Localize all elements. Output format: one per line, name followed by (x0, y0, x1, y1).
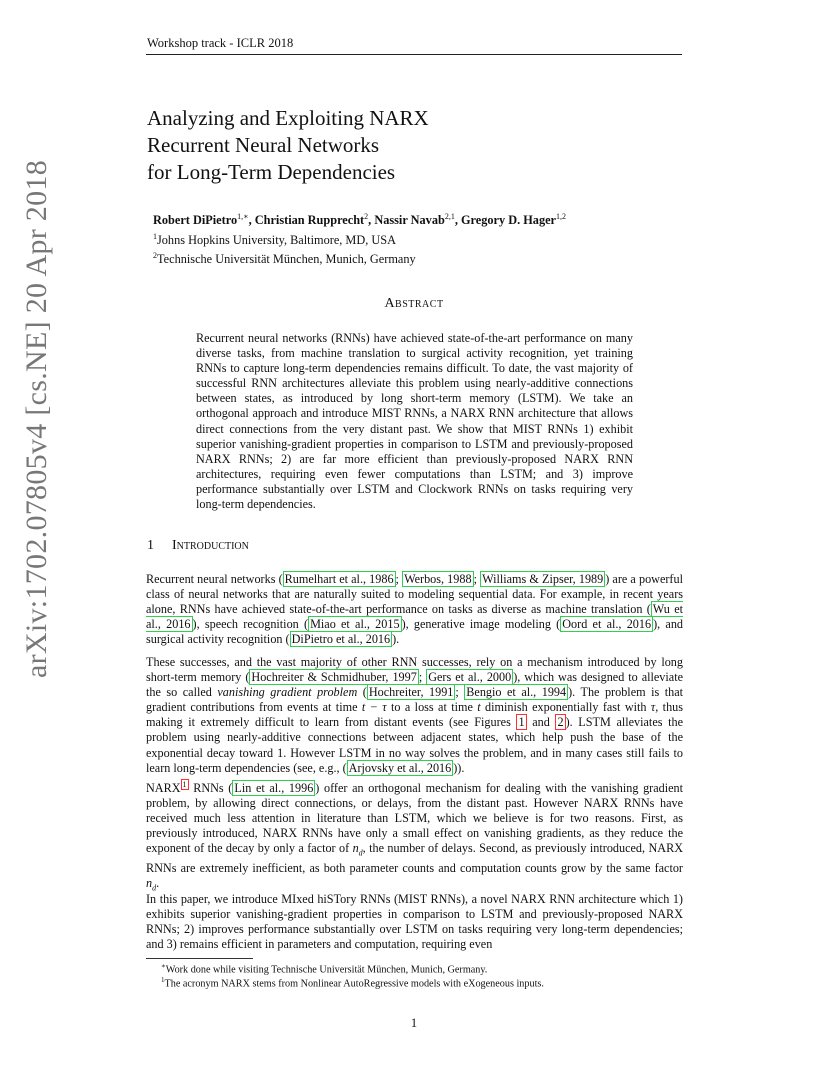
affiliation (153, 229, 713, 249)
section-title: Introduction (172, 538, 249, 553)
author-sup: 2 (364, 212, 369, 221)
citation-link[interactable]: Wu et al., 2016 (146, 602, 683, 632)
text-run: ). LSTM alleviates the problem using nearly-additive connections between adjacent states, which help push the base of the exponential decay toward 1. However LSTM in no way solves the problem, and in many cases still fails to learn long-term dependencies (see, e.g., ( (146, 715, 683, 775)
paper-title (147, 105, 687, 186)
figure-ref-link[interactable]: 1 (518, 715, 525, 730)
section-number: 1 (147, 538, 154, 553)
text-run: NARX (146, 781, 181, 795)
affiliation (153, 248, 713, 268)
text-run: )). (453, 760, 465, 775)
footnote (161, 962, 487, 975)
text-run: ; (395, 572, 403, 586)
text-run: ) are a powerful class of neural networks that are naturally suited to modeling sequential data. For example, in recent years alone, RNNs have achieved state-of-the-art performance on tasks as diverse as machine translation ( (146, 572, 683, 617)
abstract-heading-text: Abstract (384, 296, 444, 311)
text-run: ), and surgical activity recognition ( (146, 617, 684, 647)
citation-link[interactable]: Hochreiter, 1991 (368, 685, 454, 700)
text-run: ). (392, 632, 400, 647)
paragraph-2 (146, 655, 683, 776)
text-run: Recurrent neural networks ( (146, 572, 283, 586)
math-expression: t − τ (361, 700, 387, 715)
text-run: , thus making it extremely difficult to learn from distant events (see Figures (146, 700, 684, 730)
author-sup: 1,∗ (237, 212, 249, 221)
text-run: ), generative image modeling ( (401, 617, 561, 632)
arxiv-stamp: arXiv:1702.07805v4 [cs.NE] 20 Apr 2018 (20, 159, 53, 678)
page-number: 1 (410, 1016, 418, 1030)
text-run: ). The problem is that gradient contributions from events at time (146, 685, 684, 715)
emphasis-text: vanishing gradient problem (217, 685, 358, 700)
math-expression (146, 876, 157, 893)
text-run: RNNs ( (188, 781, 233, 795)
abstract-body: Recurrent neural networks (RNNs) have achieved state-of-the-art performance on many diverse tasks, from machine translation to surgical activity recognition, yet training RNNs to capture long-term dependencies remains difficult. To date, the vast majority of successful RNN architectures alleviate this problem using nearly-additive connections between states, as introduced by long short-term memory (LSTM). We take an orthogonal approach and introduce MIST RNNs, a NARX RNN architecture that allows direct connections from the very distant past. We show that MIST RNNs 1) exhibit superior vanishing-gradient properties in comparison to LSTM and previously-proposed NARX RNNs; 2) are far more efficient than previously-proposed NARX RNN architectures, requiring even fewer computations than LSTM; and 3) improve performance substantially over LSTM and Clockwork RNNs on tasks requiring very long-term dependencies. (196, 331, 633, 512)
text-run: ; (473, 572, 481, 586)
text-run: ( (357, 685, 367, 700)
footnote-mark: ∗ (161, 962, 166, 970)
citation-link[interactable]: Werbos, 1988 (404, 572, 472, 586)
text-run: . (156, 876, 160, 890)
author-sup: 2,1 (444, 212, 455, 221)
paragraph-1 (146, 572, 683, 647)
paragraph-4: In this paper, we introduce MIxed hiSTory RNNs (MIST RNNs), a novel NARX RNN architecture which 1) exhibits superior vanishing-gradient properties in comparison to LSTM and previously-proposed NARX RNNs; 2) improves performance substantially over LSTM on tasks requiring very long-term dependencies; and 3) remains efficient in parameters and computation, requiring even (146, 892, 683, 952)
math-symbol: n (146, 876, 153, 890)
text-run: , the number of delays. Second, as previously introduced, NARX RNNs are extremely inefficient, as both parameter counts and computation counts grow by the same factor (146, 841, 684, 875)
section-heading (147, 538, 249, 554)
author-name: Nassir Navab (374, 213, 445, 228)
author-name: Christian Rupprecht (254, 213, 365, 228)
citation-link[interactable]: Williams & Zipser, 1989 (482, 572, 604, 586)
footnote-mark: 1 (161, 976, 165, 984)
math-expression: τ (650, 700, 656, 715)
paragraph-3 (146, 781, 683, 896)
text-run: ), speech recognition ( (192, 617, 309, 632)
text-run: ) offer an orthogonal mechanism for dealing with the vanishing gradient problem, by allowing direct connections, or delays, from the distant past. However NARX RNNs have received much less attention in literature than LSTM, which we believe is for two reasons. First, as previously introduced, NARX RNNs have only a small effect on vanishing gradients, as they reduce the exponent of the decay by only a factor of (146, 781, 684, 856)
citation-link[interactable]: DiPietro et al., 2016 (291, 632, 391, 647)
citation-link[interactable]: Hochreiter & Schmidhuber, 1997 (251, 670, 417, 685)
title-line-3: for Long-Term Dependencies (147, 160, 396, 184)
author-name: Robert DiPietro (153, 213, 238, 228)
author-names: Robert DiPietro$^{1,∗}$, Christian Rupprecht$^2$, Nassir Navab$^{2,1}$, Gregory D. Hager$^{1,2}$ (153, 212, 567, 228)
text-run: These successes, and the vast majority of other RNN successes, rely on a mechanism introduced by long short-term memory ( (146, 655, 683, 685)
footnote (161, 976, 544, 989)
citation-link[interactable]: Lin et al., 1996 (234, 781, 314, 795)
title-line-2: Recurrent Neural Networks (147, 133, 380, 157)
affiliation-text: Johns Hopkins University, Baltimore, MD, USA (157, 232, 396, 247)
header-rule (146, 54, 682, 55)
citation-link[interactable]: Rumelhart et al., 1986 (284, 572, 394, 586)
title-line-1: Analyzing and Exploiting NARX (147, 106, 429, 130)
figure-ref-link[interactable]: 2 (557, 715, 564, 730)
citation-link[interactable]: Miao et al., 2015 (310, 617, 400, 632)
citation-link[interactable]: Oord et al., 2016 (562, 617, 652, 632)
footnote-text: Work done while visiting Technische Universität München, Munich, Germany. (165, 964, 488, 976)
abstract-heading (0, 296, 828, 312)
footnote-ref-link[interactable]: 1 (182, 779, 187, 789)
math-expression (352, 841, 363, 858)
text-run: ; (455, 685, 465, 700)
author-block (153, 209, 713, 268)
affiliation-text: Technische Universität München, Munich, Germany (157, 252, 416, 267)
citation-link[interactable]: Gers et al., 2000 (428, 670, 512, 685)
math-symbol: n (352, 841, 359, 856)
math-expression: t (477, 700, 481, 715)
affiliation-sup: 2 (153, 251, 157, 261)
citation-link[interactable]: Bengio et al., 1994 (466, 685, 567, 700)
text-run: and (526, 715, 556, 730)
author-sup: 1,2 (556, 212, 567, 221)
footnote-text: The acronym NARX stems from Nonlinear AutoRegressive models with eXogeneous inputs. (164, 978, 544, 990)
text-run: ; (418, 670, 427, 685)
footnote-rule (146, 958, 253, 959)
math-subscript: d (152, 883, 157, 893)
author-name: Gregory D. Hager (460, 213, 557, 228)
text-run: ), which was designed to alleviate the so called (146, 670, 683, 700)
text-run: to a loss at time (386, 700, 478, 715)
math-subscript: d (358, 848, 363, 858)
citation-link[interactable]: Arjovsky et al., 2016 (348, 760, 452, 775)
affiliation-sup: 1 (153, 231, 157, 241)
running-header: Workshop track - ICLR 2018 (147, 36, 294, 50)
text-run: diminish exponentially fast with (480, 700, 651, 715)
